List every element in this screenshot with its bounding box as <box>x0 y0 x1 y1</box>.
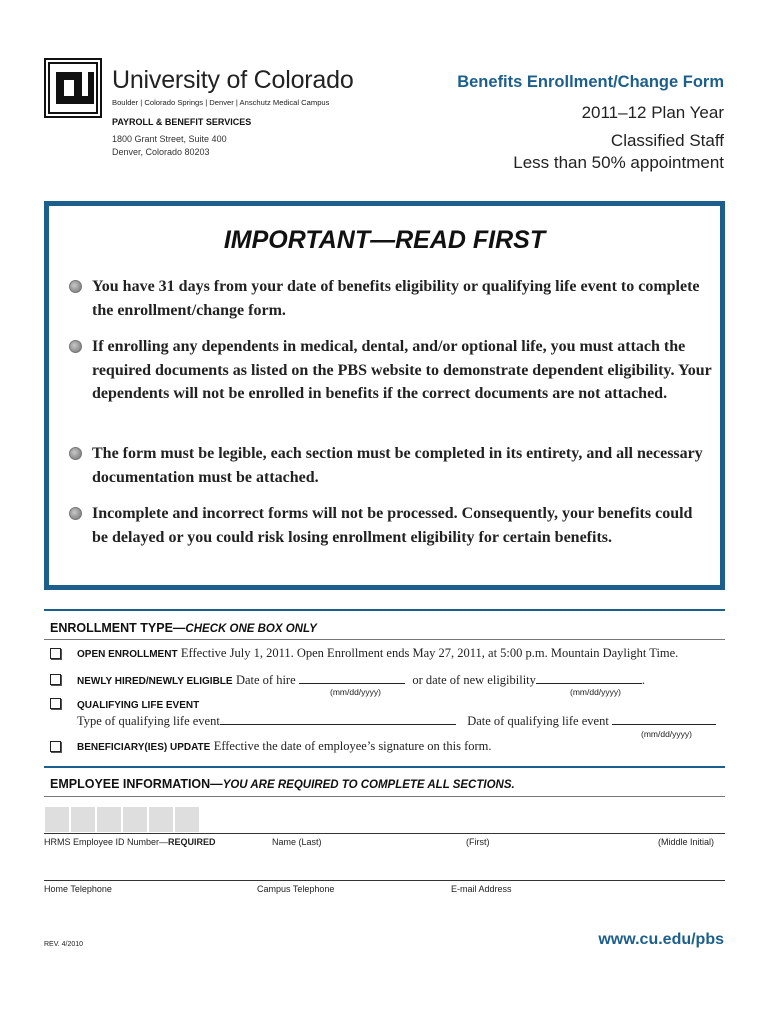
enrollment-type-title: ENROLLMENT TYPE— <box>50 621 186 635</box>
notice-text: You have 31 days from your date of benefits eligibility or qualifying life event to complete the enrollment/change form. <box>92 278 700 319</box>
enrollment-type-instruction: CHECK ONE BOX ONLY <box>185 623 317 635</box>
qle-date-field[interactable] <box>612 713 716 725</box>
campus-denver: Denver <box>209 98 234 107</box>
contact-field-line[interactable] <box>44 880 725 881</box>
notice-text: Incomplete and incorrect forms will not be processed. Consequently, your benefits could be delayed or you could risk losing enrollment eligibility for certain benefits. <box>92 505 693 546</box>
enrollment-type-heading <box>50 621 317 635</box>
address-line-1: 1800 Grant Street, Suite 400 <box>112 134 227 144</box>
beneficiary-update-option <box>77 739 492 754</box>
employee-id-digit-box[interactable] <box>175 807 199 832</box>
qualifying-life-event-option <box>77 697 199 711</box>
department-name: PAYROLL & BENEFIT SERVICES <box>112 117 252 127</box>
employee-id-digit-box[interactable] <box>123 807 147 832</box>
campus-list: Boulder | Colorado Springs | Denver | Anschutz Medical Campus <box>112 98 330 107</box>
bullet-icon <box>69 507 82 520</box>
campus-boulder: Boulder <box>112 98 139 107</box>
appointment-type: Less than 50% appointment <box>513 153 724 172</box>
staff-type: Classified Staff <box>610 131 724 150</box>
campus-anschutz: Anschutz Medical Campus <box>239 98 330 107</box>
employee-id-digit-box[interactable] <box>149 807 173 832</box>
notice-text: If enrolling any dependents in medical, dental, and/or optional life, you must attach the required documents as listed on the PBS website to demonstrate dependent eligibility. Your dependents will not be enrolled in benefits if the correct documents are not attached. <box>92 338 712 402</box>
date-format-hint: (mm/dd/yyyy) <box>641 729 692 739</box>
employee-id-digit-box[interactable] <box>45 807 69 832</box>
qle-type-field[interactable] <box>220 713 456 725</box>
new-hire-checkbox[interactable] <box>50 674 61 685</box>
date-of-hire-field[interactable] <box>299 672 405 684</box>
date-format-hint: (mm/dd/yyyy) <box>570 687 621 697</box>
hrms-id-label <box>44 837 216 847</box>
employee-id-digit-box[interactable] <box>71 807 95 832</box>
plan-year: 2011–12 Plan Year <box>581 103 724 122</box>
revision-date: REV. 4/2010 <box>44 941 84 948</box>
name-field-line[interactable] <box>44 833 725 834</box>
beneficiary-update-label: BENEFICIARY(IES) UPDATE <box>77 742 211 753</box>
open-enrollment-option <box>77 646 678 661</box>
beneficiary-update-text: Effective the date of employee’s signature on this form. <box>213 739 492 753</box>
campus-colorado-springs: Colorado Springs <box>144 98 204 107</box>
date-format-hint: (mm/dd/yyyy) <box>330 687 381 697</box>
bullet-icon <box>69 447 82 460</box>
notice-text: The form must be legible, each section must be completed in its entirety, and all necessary documentation must be attached. <box>92 445 703 486</box>
address-line-2: Denver, Colorado 80203 <box>112 147 210 157</box>
employee-info-instruction: YOU ARE REQUIRED TO COMPLETE ALL SECTIONS. <box>222 779 515 791</box>
section-divider-thin <box>44 639 725 640</box>
open-enrollment-label: OPEN ENROLLMENT <box>77 649 178 660</box>
qualifying-life-event-checkbox[interactable] <box>50 698 61 709</box>
new-hire-label: NEWLY HIRED/NEWLY ELIGIBLE <box>77 676 233 687</box>
bullet-icon <box>69 280 82 293</box>
qualifying-life-event-label: QUALIFYING LIFE EVENT <box>77 700 200 711</box>
new-hire-option <box>77 672 645 688</box>
bullet-icon <box>69 340 82 353</box>
cu-logo <box>44 58 102 118</box>
section-divider <box>44 766 725 768</box>
middle-initial-label: (Middle Initial) <box>658 837 715 847</box>
last-name-label: Name (Last) <box>272 837 322 847</box>
employee-info-heading <box>50 777 515 791</box>
first-name-label: (First) <box>466 837 490 847</box>
form-title: Benefits Enrollment/Change Form <box>457 73 724 91</box>
section-divider <box>44 609 725 611</box>
open-enrollment-text: Effective July 1, 2011. Open Enrollment ends May 27, 2011, at 5:00 p.m. Mountain Daylight Time. <box>180 646 679 660</box>
new-eligibility-label: or date of new eligibility <box>412 673 536 687</box>
qle-date-label: Date of qualifying life event <box>467 714 609 728</box>
section-divider-thin <box>44 796 725 797</box>
campus-telephone-label: Campus Telephone <box>257 884 335 894</box>
new-eligibility-date-field[interactable] <box>536 672 642 684</box>
qle-details-line <box>77 713 716 729</box>
university-name: University of Colorado <box>112 66 354 94</box>
important-heading: IMPORTANT—READ FIRST <box>223 226 546 254</box>
employee-id-digit-box[interactable] <box>97 807 121 832</box>
date-of-hire-label: Date of hire <box>235 673 296 687</box>
qle-type-label: Type of qualifying life event <box>77 714 220 728</box>
cu-logo-icon <box>46 60 100 116</box>
email-address-label: E-mail Address <box>451 884 512 894</box>
hrms-id-text: HRMS Employee ID Number— <box>44 837 169 847</box>
open-enrollment-checkbox[interactable] <box>50 648 61 659</box>
end-period: . <box>641 673 646 687</box>
pbs-website-link[interactable]: www.cu.edu/pbs <box>598 931 724 948</box>
required-marker: REQUIRED <box>168 837 216 847</box>
important-notice-box <box>44 201 725 590</box>
employee-info-title: EMPLOYEE INFORMATION— <box>50 777 223 791</box>
home-telephone-label: Home Telephone <box>44 884 112 894</box>
beneficiary-update-checkbox[interactable] <box>50 741 61 752</box>
